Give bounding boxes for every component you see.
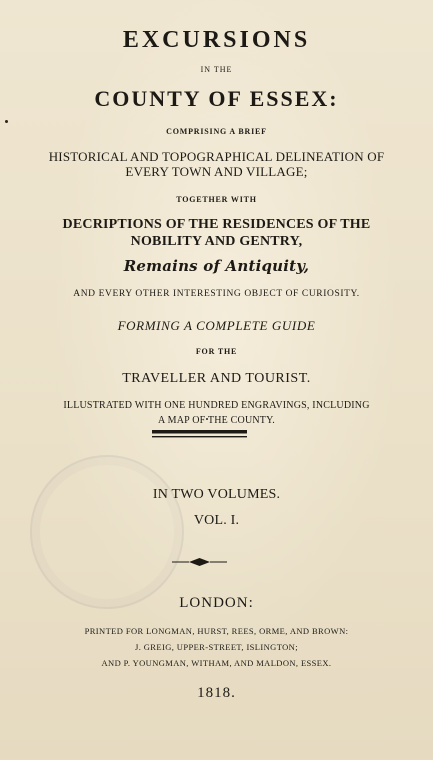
curiosity-line: AND EVERY OTHER INTERESTING OBJECT OF CURIOSITY. bbox=[73, 289, 360, 299]
residences-line-1: DECRIPTIONS OF THE RESIDENCES OF THE bbox=[62, 217, 371, 232]
illustrated-line-2: A MAP OF THE COUNTY. bbox=[158, 415, 275, 426]
in-the-line: IN THE bbox=[200, 65, 233, 74]
for-the-line: FOR THE bbox=[195, 347, 238, 356]
publication-year: 1818. bbox=[197, 685, 236, 701]
illustrated-line-1: ILLUSTRATED WITH ONE HUNDRED ENGRAVINGS, INCLUDING bbox=[63, 400, 370, 411]
faded-library-stamp bbox=[30, 455, 184, 609]
volume-number: VOL. I. bbox=[193, 513, 240, 528]
imprint-place: LONDON: bbox=[179, 595, 254, 611]
title: EXCURSIONS bbox=[122, 27, 311, 53]
printer-line-2: J. GREIG, UPPER-STREET, ISLINGTON; bbox=[135, 642, 298, 652]
printer-line-1: PRINTED FOR LONGMAN, HURST, REES, ORME, AND BROWN: bbox=[84, 626, 349, 636]
double-rule bbox=[152, 429, 247, 441]
delineation-line-1: HISTORICAL AND TOPOGRAPHICAL DELINEATION OF bbox=[48, 149, 385, 164]
together-with-line: TOGETHER WITH bbox=[176, 195, 257, 204]
ornamental-divider bbox=[152, 557, 247, 567]
printer-line-3: AND P. YOUNGMAN, WITHAM, AND MALDON, ESSEX. bbox=[101, 658, 332, 668]
volumes-line: IN TWO VOLUMES. bbox=[152, 487, 281, 502]
comprising-line: COMPRISING A BRIEF bbox=[166, 127, 267, 136]
forming-guide-line: FORMING A COMPLETE GUIDE bbox=[117, 318, 316, 333]
ink-speck bbox=[5, 120, 8, 123]
remains-of-antiquity: Remains of Antiquity, bbox=[123, 257, 310, 275]
residences-line-2: NOBILITY AND GENTRY, bbox=[130, 234, 303, 249]
county-heading: COUNTY OF ESSEX: bbox=[94, 86, 339, 111]
traveller-line: TRAVELLER AND TOURIST. bbox=[122, 371, 311, 386]
delineation-line-2: EVERY TOWN AND VILLAGE; bbox=[125, 164, 308, 179]
